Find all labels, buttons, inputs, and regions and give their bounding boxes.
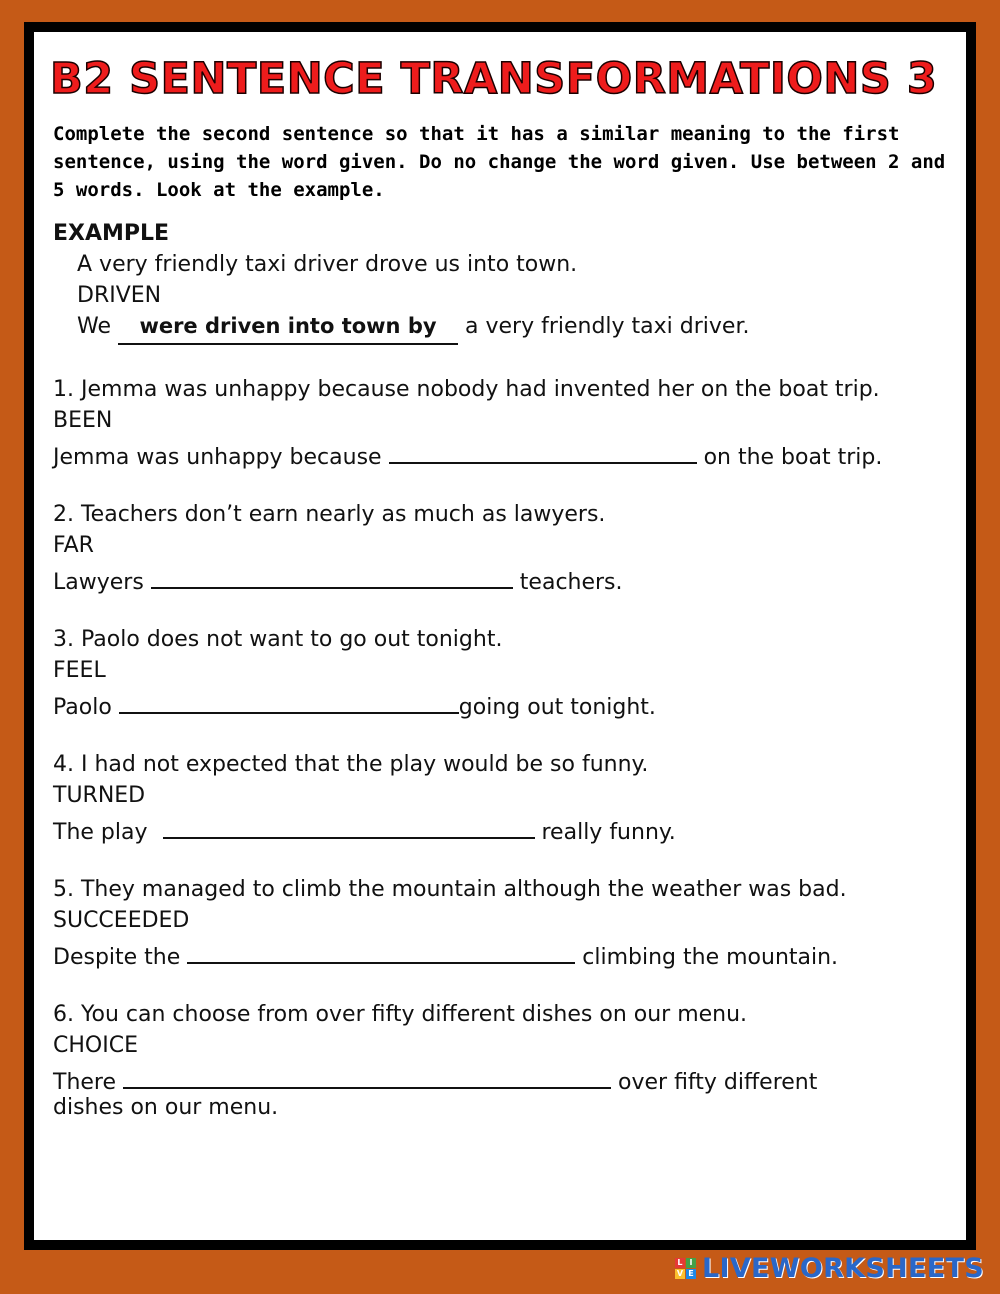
question-2-answer-field[interactable]: [151, 561, 513, 589]
example-suffix: a very friendly taxi driver.: [465, 314, 750, 339]
logo-letter-v: V: [676, 1269, 684, 1278]
question-2-answer-line: [53, 561, 953, 595]
question-6-suffix: over fifty different: [618, 1070, 818, 1095]
question-1-prefix: Jemma was unhappy because: [53, 445, 382, 470]
question-6-keyword: CHOICE: [53, 1033, 138, 1058]
liveworksheets-wordmark: LIVEWORKSHEETS: [701, 1253, 984, 1284]
question-3-suffix: going out tonight.: [458, 695, 656, 720]
logo-letter-e: E: [686, 1269, 696, 1279]
question-1-sentence: 1. Jemma was unhappy because nobody had invented her on the boat trip.: [53, 377, 880, 402]
question-3-prefix: Paolo: [53, 695, 112, 720]
worksheet-frame: [24, 22, 976, 1250]
question-1-suffix: on the boat trip.: [703, 445, 883, 470]
example-sentence: A very friendly taxi driver drove us into town.: [77, 252, 578, 277]
example-prefix: We: [77, 314, 111, 339]
question-2-suffix: teachers.: [519, 570, 623, 595]
exercise-body: [53, 218, 953, 1123]
example-answer-line: [53, 311, 953, 342]
question-1-answer-field[interactable]: [389, 436, 697, 464]
question-4-suffix: really funny.: [541, 820, 676, 845]
example-answer-field: were driven into town by: [118, 315, 458, 345]
logo-letter-i: I: [686, 1258, 696, 1268]
liveworksheets-logo[interactable]: [675, 1253, 984, 1284]
example-keyword: DRIVEN: [77, 283, 162, 308]
question-3-keyword: FEEL: [53, 658, 106, 683]
logo-letter-l: L: [675, 1258, 685, 1268]
question-2-keyword: FAR: [53, 533, 94, 558]
instructions-text: Complete the second sentence so that it has a similar meaning to the first sentence, using the word given. Do no change the word given. Use between 2 and 5 words. Look at the example.: [53, 123, 946, 201]
question-3-sentence: 3. Paolo does not want to go out tonight.: [53, 627, 503, 652]
question-4-answer-line: [53, 811, 953, 845]
question-1-answer-line: [53, 436, 953, 470]
question-6-sentence: 6. You can choose from over fifty different dishes on our menu.: [53, 1002, 748, 1027]
question-5-keyword: SUCCEEDED: [53, 908, 190, 933]
question-5-prefix: Despite the: [53, 945, 181, 970]
question-4-prefix: The play: [53, 820, 148, 845]
question-5-answer-field[interactable]: [187, 936, 575, 964]
question-2-prefix: Lawyers: [53, 570, 144, 595]
question-4-keyword: TURNED: [53, 783, 146, 808]
question-6-continuation: dishes on our menu.: [53, 1095, 279, 1120]
question-6-answer-line: [53, 1061, 953, 1095]
question-5-answer-line: [53, 936, 953, 970]
question-6-answer-field[interactable]: [123, 1061, 611, 1089]
question-6-prefix: There: [53, 1070, 117, 1095]
question-4-answer-field[interactable]: [163, 811, 535, 839]
question-3-answer-field[interactable]: [119, 686, 459, 714]
question-5-sentence: 5. They managed to climb the mountain although the weather was bad.: [53, 877, 847, 902]
question-3-answer-line: [53, 686, 953, 720]
question-4-sentence: 4. I had not expected that the play would be so funny.: [53, 752, 649, 777]
question-5-suffix: climbing the mountain.: [582, 945, 839, 970]
worksheet-page: [34, 32, 966, 1240]
example-heading: EXAMPLE: [53, 221, 170, 246]
worksheet-title: B2 SENTENCE TRANSFORMATIONS 3: [50, 54, 938, 104]
question-1-keyword: BEEN: [53, 408, 113, 433]
live-logo-icon: [675, 1258, 696, 1279]
question-2-sentence: 2. Teachers don’t earn nearly as much as lawyers.: [53, 502, 606, 527]
